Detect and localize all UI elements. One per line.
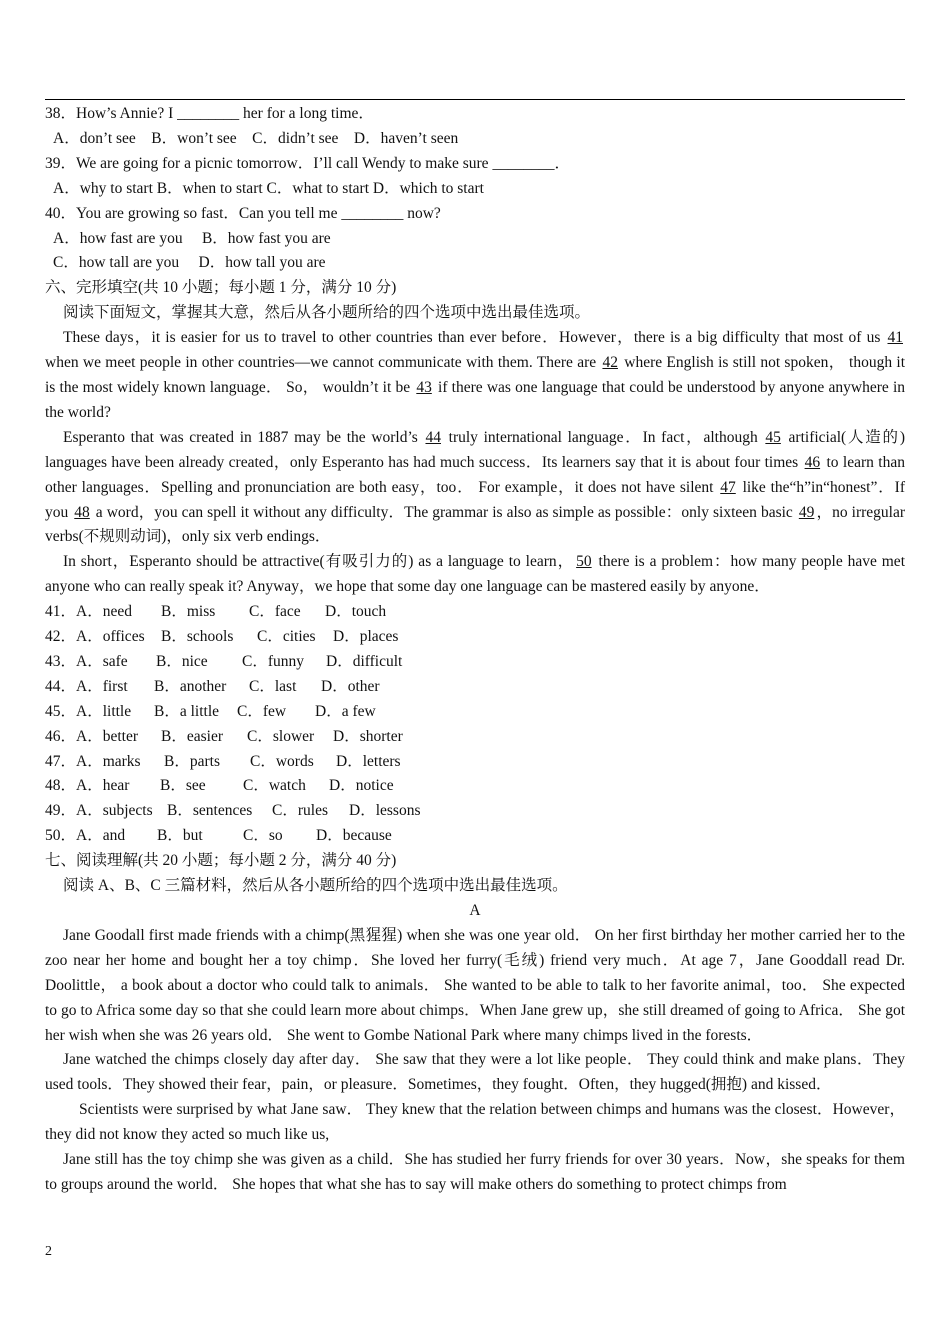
option-c: C．watch: [243, 777, 306, 795]
cloze-blank-41: 41: [887, 329, 903, 347]
cloze-blank-42: 42: [602, 354, 618, 372]
cloze-paragraph-1: [45, 326, 905, 426]
option-d: D．because: [316, 827, 392, 845]
question-40-options-cd: C．how tall are you D．how tall you are: [53, 254, 326, 272]
option-b: B．schools: [161, 628, 234, 646]
option-number: 43．: [45, 652, 77, 670]
option-c: C．so: [243, 827, 283, 845]
option-d: D．shorter: [333, 727, 403, 745]
option-a: A．hear: [76, 777, 130, 795]
page-number: 2: [45, 1244, 52, 1259]
cloze-option-row: [45, 625, 905, 650]
question-39-options: A．why to start B．when to start C．what to start D．which to start: [53, 179, 484, 197]
section-6-instruction: 阅读下面短文，掌握其大意，然后从各小题所给的四个选项中选出最佳选项。: [63, 304, 591, 322]
option-number: 50．: [45, 827, 77, 845]
option-a: A．offices: [76, 628, 145, 646]
option-number: 41．: [45, 603, 77, 621]
question-40-options-ab: A．how fast are you B．how fast you are: [53, 229, 331, 247]
option-a: A．marks: [76, 752, 141, 770]
cloze-text: These days，it is easier for us to travel to other countries than ever before．However，there is a big difficulty that most of us: [63, 329, 886, 347]
cloze-text: ，no irregular verbs(不规则动词)，only six verb endings．: [45, 503, 906, 546]
question-40-stem: 40．You are growing so fast．Can you tell me ________ now?: [45, 204, 441, 222]
cloze-blank-46: 46: [804, 453, 821, 471]
cloze-option-row: [45, 600, 905, 625]
cloze-options-list: [45, 600, 905, 849]
option-number: 46．: [45, 727, 77, 745]
cloze-text: In short，Esperanto should be attractive(有吸引力的) as a language to learn，: [63, 553, 575, 571]
cloze-text: there is a problem：how many people have met anyone who can really speak it? Anyway，we hope that some day one language can be mastered easily by anyone．: [45, 553, 905, 596]
cloze-option-row: [45, 774, 905, 799]
option-number: 44．: [45, 677, 77, 695]
option-b: B．another: [154, 677, 227, 695]
cloze-text: like the“h”in“honest”．If you: [45, 478, 906, 521]
option-number: 49．: [45, 802, 77, 820]
option-b: B．but: [157, 827, 203, 845]
passage-a-paragraph-1: Jane Goodall first made friends with a chimp(黑猩猩) when she was one year old． On her first birthday her mother carried her to the zoo near her home and bought her a toy chimp．She loved her furry(毛绒) friend very much．At age 7，Jane Gooddall read Dr. Doolittle， a book about a doctor who could talk to animals． She wanted to be able to talk to her favorite animal，too． She expected to go to Africa some day so that she could learn more about chimps．When Jane grew up，she still dreamed of going to Africa． She got her wish when she was 26 years old． She went to Gombe National Park where many chimps lived in the forests．: [45, 926, 905, 1044]
option-number: 48．: [45, 777, 77, 795]
passage-a-paragraph-4: Jane still has the toy chimp she was given as a child．She has studied her furry friends for over 30 years．Now，she speaks for them to groups around the world． She hopes that what she has to say will make others do something to protect chimps from: [45, 1151, 905, 1193]
cloze-blank-50: 50: [576, 553, 592, 571]
option-c: C．funny: [242, 652, 305, 670]
option-c: C．words: [250, 752, 314, 770]
passage-a-paragraph-2: Jane watched the chimps closely day after day． She saw that they were a lot like people． They could think and make plans．They used tools．They showed their fear，pain，or pleasure．Sometimes，they fought．Often，they hugged(拥抱) and kissed．: [45, 1051, 905, 1094]
cloze-blank-49: 49: [798, 503, 815, 521]
option-a: A．subjects: [76, 802, 153, 820]
cloze-text: a word，you can spell it without any difficulty．The grammar is also as simple as possible：only sixteen basic: [91, 503, 797, 521]
header-rule: [45, 99, 905, 100]
cloze-paragraph-2: [45, 426, 905, 551]
option-c: C．cities: [257, 628, 316, 646]
option-b: B．easier: [161, 727, 223, 745]
option-b: B．see: [160, 777, 206, 795]
cloze-option-row: [45, 650, 905, 675]
cloze-option-row: [45, 750, 905, 775]
option-a: A．need: [76, 603, 132, 621]
cloze-text: to learn than other languages．Spelling and pronunciation are both easy，too． For example，it does not have silent: [45, 453, 905, 496]
option-b: B．nice: [156, 652, 208, 670]
cloze-blank-47: 47: [720, 478, 736, 496]
cloze-text: Esperanto that was created in 1887 may be the world’s: [63, 428, 424, 446]
cloze-option-row: [45, 824, 905, 849]
question-38-options: A．don’t see B．won’t see C．didn’t see D．haven’t seen: [53, 129, 459, 147]
option-b: B．sentences: [167, 802, 253, 820]
cloze-text: artificial(人造的) languages have been already created，only Esperanto has had much success．Its learners say that it is about four times: [45, 428, 905, 471]
option-a: A．and: [76, 827, 126, 845]
cloze-blank-43: 43: [416, 378, 432, 396]
option-c: C．rules: [272, 802, 328, 820]
option-c: C．last: [249, 677, 297, 695]
option-d: D．difficult: [326, 652, 403, 670]
page-content: [45, 102, 905, 1198]
option-c: C．few: [237, 702, 287, 720]
option-d: D．letters: [336, 752, 401, 770]
cloze-option-row: [45, 799, 905, 824]
option-d: D．other: [321, 677, 380, 695]
cloze-text: if there was one language that could be understood by anyone anywhere in the world?: [45, 378, 906, 421]
option-b: B．parts: [164, 752, 220, 770]
option-number: 45．: [45, 702, 77, 720]
question-39-stem: 39．We are going for a picnic tomorrow．I’ll call Wendy to make sure ________．: [45, 154, 570, 172]
cloze-option-row: [45, 700, 905, 725]
option-d: D．places: [333, 628, 399, 646]
option-b: B．miss: [161, 603, 216, 621]
option-number: 47．: [45, 752, 77, 770]
cloze-text: where English is still not spoken， though it is the most widely known language． So， wouldn’t it be: [45, 354, 906, 396]
cloze-option-row: [45, 725, 905, 750]
cloze-blank-48: 48: [74, 503, 90, 521]
cloze-text: truly international language．In fact，although: [442, 428, 764, 446]
cloze-blank-44: 44: [425, 428, 441, 446]
cloze-blank-45: 45: [765, 428, 781, 446]
option-d: D．a few: [315, 702, 376, 720]
option-number: 42．: [45, 628, 77, 646]
option-a: A．better: [76, 727, 138, 745]
option-a: A．little: [76, 702, 132, 720]
cloze-paragraph-3: [45, 550, 905, 600]
question-38-stem: 38．How’s Annie? I ________ her for a long time．: [45, 105, 374, 122]
cloze-text: when we meet people in other countries—we cannot communicate with them. There are: [45, 354, 601, 372]
passage-a-paragraph-3: Scientists were surprised by what Jane saw． They knew that the relation between chimps and humans was the closest．However，they did not know they acted so much like us,: [45, 1101, 905, 1144]
option-c: C．slower: [247, 727, 315, 745]
option-d: D．notice: [329, 777, 394, 795]
option-d: D．lessons: [349, 802, 421, 820]
option-d: D．touch: [325, 603, 387, 621]
cloze-option-row: [45, 675, 905, 700]
section-7-title: 七、阅读理解(共 20 小题；每小题 2 分，满分 40 分): [45, 852, 397, 870]
section-6-title: 六、完形填空(共 10 小题；每小题 1 分，满分 10 分): [45, 279, 397, 297]
option-c: C．face: [249, 603, 301, 621]
passage-label: A: [469, 902, 481, 919]
option-a: A．first: [76, 677, 128, 695]
option-a: A．safe: [76, 652, 128, 670]
option-b: B．a little: [154, 702, 220, 720]
section-7-instruction: 阅读 A、B、C 三篇材料，然后从各小题所给的四个选项中选出最佳选项。: [63, 877, 568, 895]
